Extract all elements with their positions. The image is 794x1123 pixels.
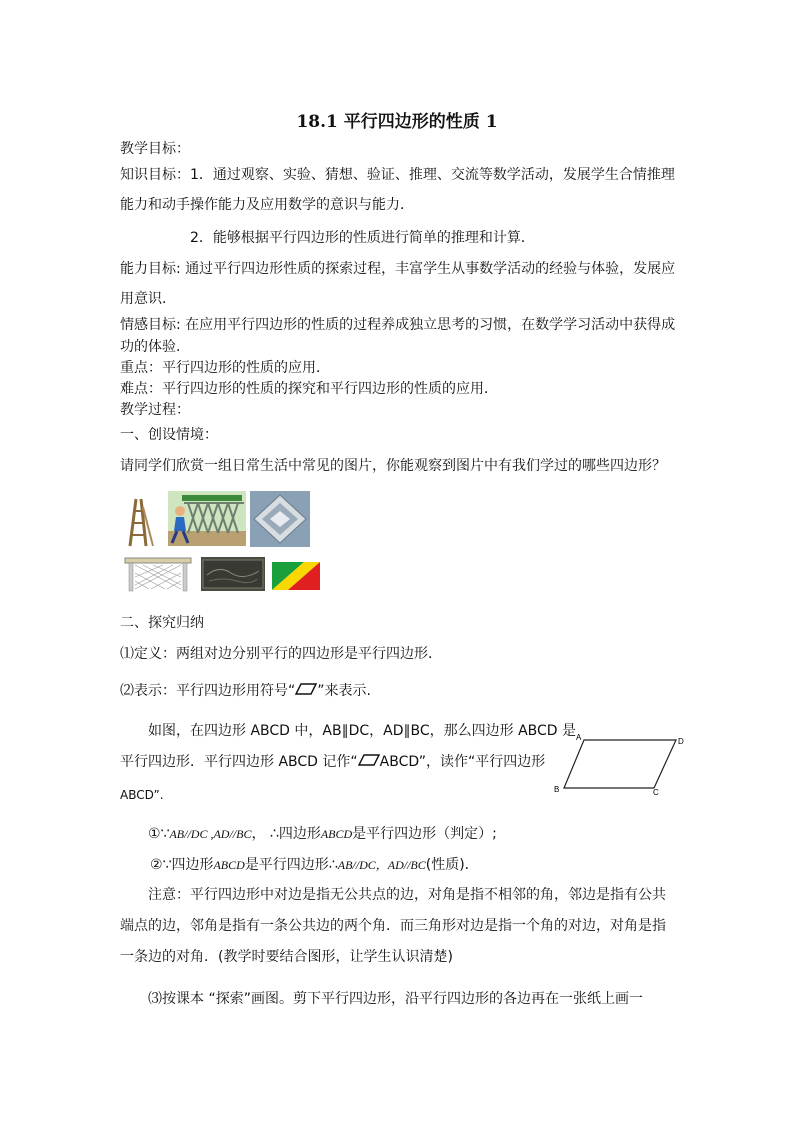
judgement-abcd: ABCD <box>320 827 353 841</box>
knowledge-objective-line2: 能力和动手操作能力及应用数学的意识与能力． <box>120 197 414 213</box>
property-mid: 是平行四边形∴ <box>244 857 338 873</box>
ability-objective-line2: 用意识． <box>120 291 176 307</box>
knowledge-objective-2: 2．能够根据平行四边形的性质进行简单的推理和计算． <box>190 230 535 246</box>
parallelogram-symbol-icon <box>295 682 317 700</box>
example-line2-suffix: ABCD”，读作“平行四边形 <box>379 754 546 770</box>
parallelogram-figure <box>550 730 690 798</box>
property-tail: (性质)． <box>425 857 479 873</box>
emotion-objective-line2: 功的体验． <box>120 339 190 355</box>
section1-question: 请同学们欣赏一组日常生活中常见的图片，你能观察到图片中有我们学过的哪些四边形？ <box>120 458 666 474</box>
judgement-prefix: ①∵ <box>148 826 170 842</box>
step3-line: ⑶按课本 “探索”画图。剪下平行四边形，沿平行四边形的各边再在一张纸上画一 <box>148 991 643 1007</box>
bench-image <box>123 556 193 592</box>
tile-pattern-image <box>250 491 310 547</box>
example-line1: 如图，在四边形 ABCD 中，AB∥DC，AD∥BC，那么四边形 ABCD 是 <box>148 723 577 739</box>
note-line3: 一条边的对角．(教学时要结合图形，让学生认识清楚) <box>120 949 453 965</box>
section2-heading: 二、探究归纳 <box>120 615 204 631</box>
process-heading: 教学过程： <box>120 402 190 418</box>
property-line <box>150 856 479 874</box>
example-line2 <box>120 753 545 771</box>
vertex-label-b: B <box>554 785 560 794</box>
stone-image <box>201 557 265 591</box>
fence-gate-image <box>168 491 246 546</box>
flag-image <box>272 562 320 590</box>
vertex-label-c: C <box>653 788 659 797</box>
section1-heading: 一、创设情境： <box>120 427 218 443</box>
notation-suffix: ”来表示. <box>317 683 371 699</box>
example-line3: ABCD”. <box>120 788 164 802</box>
ability-objective-line1: 能力目标: 通过平行四边形性质的探索过程，丰富学生从事数学活动的经验与体验，发展应 <box>120 261 676 277</box>
notation-prefix: ⑵表示：平行四边形用符号“ <box>120 683 296 699</box>
difficulty: 难点：平行四边形的性质的探究和平行四边形的性质的应用． <box>120 381 498 397</box>
ladder-image <box>125 497 155 547</box>
example-line2-prefix: 平行四边形．平行四边形 ABCD 记作“ <box>120 754 358 770</box>
judgement-tail: 是平行四边形（判定）; <box>352 826 497 842</box>
vertex-label-a: A <box>576 733 582 742</box>
property-prefix: ②∵四边形 <box>150 857 214 873</box>
document-title: 18.1 平行四边形的性质 1 <box>296 112 498 132</box>
objectives-heading: 教学目标： <box>120 141 190 157</box>
parallelogram-symbol-icon <box>358 753 380 771</box>
property-condition: AB//DC，AD//BC <box>337 858 426 872</box>
definition: ⑴定义：两组对边分别平行的四边形是平行四边形． <box>120 646 442 662</box>
property-abcd: ABCD <box>213 858 245 872</box>
knowledge-objective-line1: 知识目标：1．通过观察、实验、猜想、验证、推理、交流等数学活动，发展学生合情推理 <box>120 167 675 183</box>
note-line1: 注意：平行四边形中对边是指无公共点的边，对角是指不相邻的角，邻边是指有公共 <box>148 887 666 903</box>
note-line2: 端点的边，邻角是指有一条公共边的两个角．而三角形对边是指一个角的对边，对角是指 <box>120 918 666 934</box>
vertex-label-d: D <box>678 737 684 746</box>
judgement-condition: AB//DC ,AD//BC <box>169 827 252 841</box>
judgement-line <box>148 825 497 843</box>
notation <box>120 682 371 700</box>
key-point: 重点：平行四边形的性质的应用． <box>120 360 330 376</box>
emotion-objective-line1: 情感目标: 在应用平行四边形的性质的过程养成独立思考的习惯，在数学学习活动中获得成 <box>120 317 676 333</box>
judgement-mid: ， ∴四边形 <box>251 826 321 842</box>
